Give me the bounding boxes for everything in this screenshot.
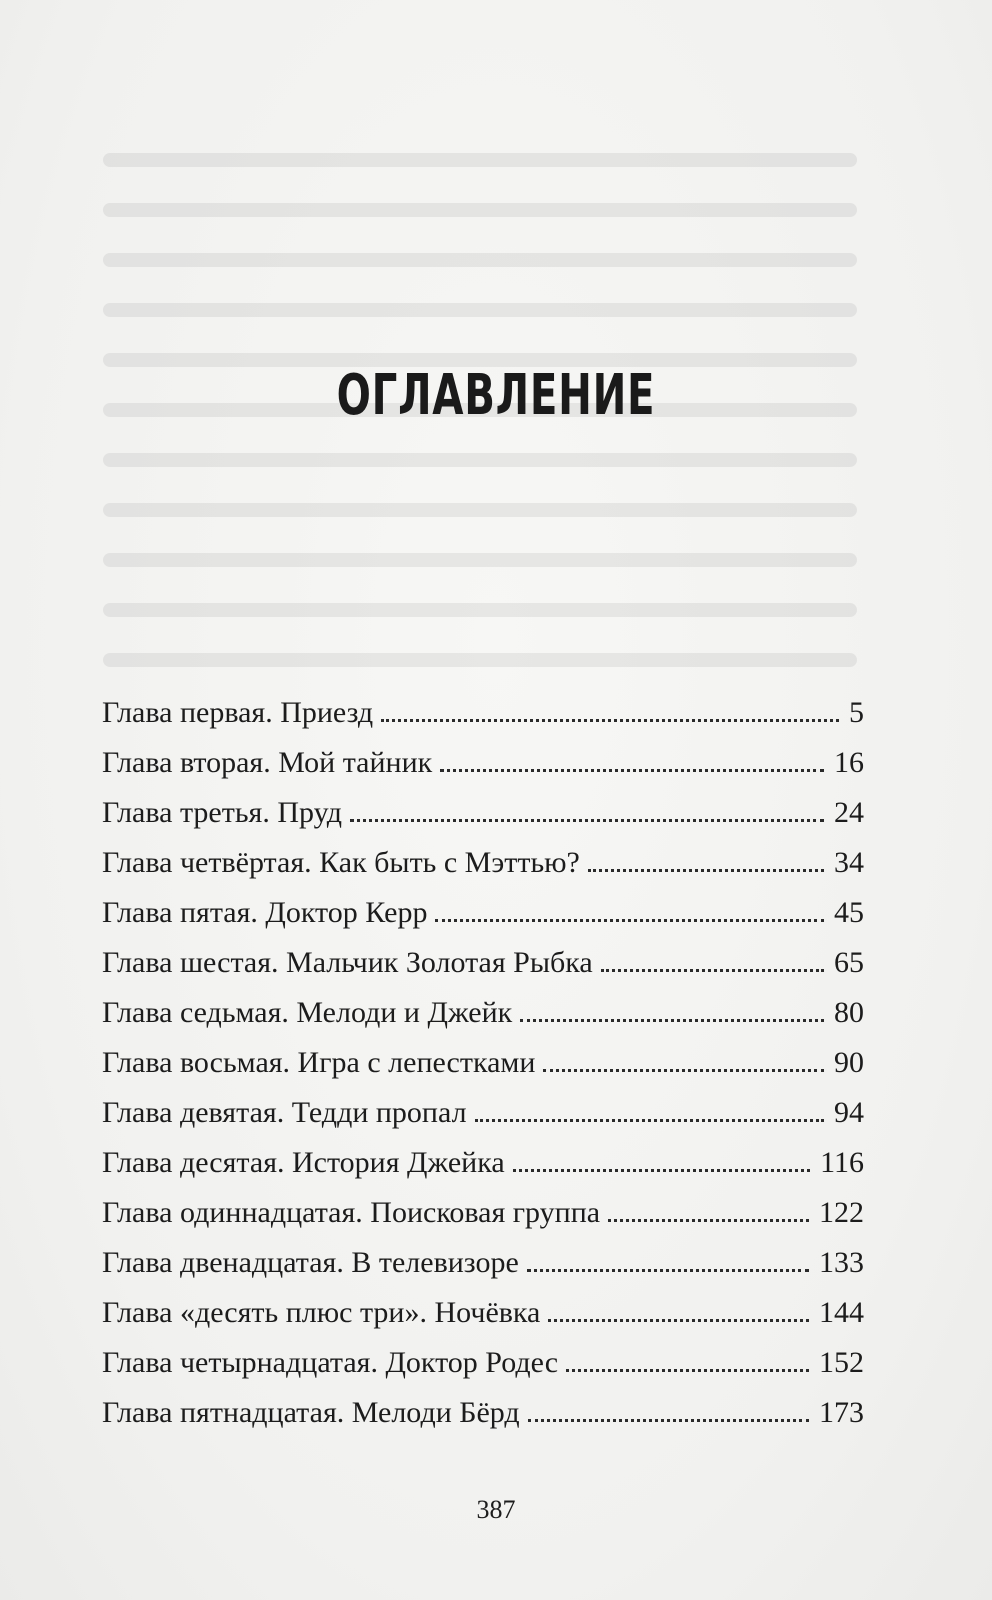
toc-entry-page: 122 — [819, 1196, 864, 1229]
toc-entry-title: Глава первая. Приезд — [102, 696, 374, 729]
toc-entry-page: 65 — [834, 946, 864, 979]
toc-entry-title: Глава десятая. История Джейка — [102, 1146, 505, 1179]
toc-entry — [102, 688, 864, 738]
toc-entry-title: Глава «десять плюс три». Ночёвка — [102, 1296, 541, 1329]
toc-entry — [102, 1338, 864, 1388]
toc-entry-page: 80 — [834, 996, 864, 1029]
toc-entry-page: 152 — [819, 1346, 864, 1379]
dot-leader — [440, 769, 824, 772]
toc-entry — [102, 1088, 864, 1138]
toc-entry-page: 5 — [849, 696, 864, 729]
toc-entry — [102, 988, 864, 1038]
toc-entry — [102, 838, 864, 888]
dot-leader — [548, 1319, 809, 1322]
toc-entry-title: Глава восьмая. Игра с лепестками — [102, 1046, 536, 1079]
toc-entry-title: Глава пятнадцатая. Мелоди Бёрд — [102, 1396, 520, 1429]
toc-entry — [102, 1188, 864, 1238]
dot-leader — [520, 1019, 824, 1022]
dot-leader — [528, 1419, 809, 1422]
toc-entry-title: Глава шестая. Мальчик Золотая Рыбка — [102, 946, 593, 979]
toc-entry-title: Глава пятая. Доктор Керр — [102, 896, 428, 929]
dot-leader — [543, 1069, 824, 1072]
dot-leader — [527, 1269, 809, 1272]
dot-leader — [601, 969, 824, 972]
dot-leader — [350, 819, 824, 822]
toc-entry — [102, 1138, 864, 1188]
toc-entry-title: Глава четырнадцатая. Доктор Родес — [102, 1346, 559, 1379]
dot-leader — [435, 919, 824, 922]
toc-entry — [102, 888, 864, 938]
dot-leader — [475, 1119, 824, 1122]
toc-entry-title: Глава вторая. Мой тайник — [102, 746, 433, 779]
toc-entry-page: 24 — [834, 796, 864, 829]
toc-entry-title: Глава четвёртая. Как быть с Мэттью? — [102, 846, 580, 879]
toc-entry — [102, 1238, 864, 1288]
toc-entry-page: 90 — [834, 1046, 864, 1079]
dot-leader — [513, 1169, 810, 1172]
toc-entry — [102, 738, 864, 788]
toc-entry-title: Глава девятая. Тедди пропал — [102, 1096, 467, 1129]
dot-leader — [588, 869, 824, 872]
toc-entry-title: Глава одиннадцатая. Поисковая группа — [102, 1196, 601, 1229]
toc-entry-page: 94 — [834, 1096, 864, 1129]
toc-entry-page: 34 — [834, 846, 864, 879]
toc-entry-title: Глава седьмая. Мелоди и Джейк — [102, 996, 513, 1029]
toc-entry-page: 45 — [834, 896, 864, 929]
toc-entry — [102, 1038, 864, 1088]
toc-entry-title: Глава двенадцатая. В телевизоре — [102, 1246, 519, 1279]
dot-leader — [381, 719, 839, 722]
toc-entry-page: 116 — [820, 1146, 864, 1179]
toc-entry-page: 16 — [834, 746, 864, 779]
table-of-contents — [102, 688, 864, 1438]
toc-entry-title: Глава третья. Пруд — [102, 796, 342, 829]
page-number: 387 — [476, 1495, 516, 1524]
page-title: ОГЛАВЛЕНИЕ — [336, 363, 656, 428]
toc-entry-page: 133 — [819, 1246, 864, 1279]
toc-entry — [102, 1388, 864, 1438]
toc-entry-page: 144 — [819, 1296, 864, 1329]
dot-leader — [566, 1369, 809, 1372]
dot-leader — [608, 1219, 809, 1222]
toc-entry — [102, 1288, 864, 1338]
toc-entry — [102, 788, 864, 838]
toc-entry — [102, 938, 864, 988]
toc-entry-page: 173 — [819, 1396, 864, 1429]
